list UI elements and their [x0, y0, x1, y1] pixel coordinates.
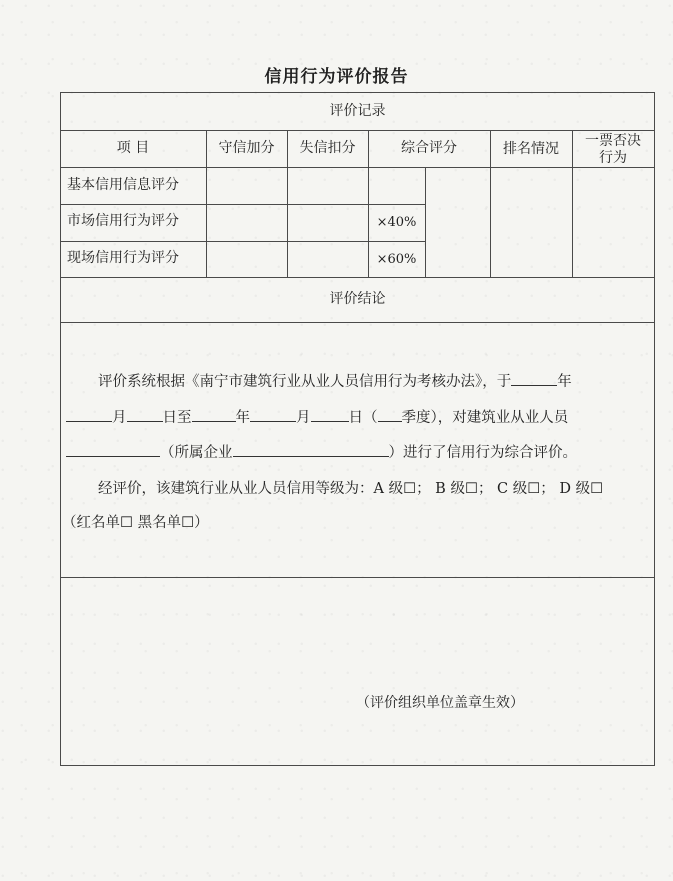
row-weight-site: ×60% [376, 252, 417, 267]
row2-divider [60, 241, 425, 242]
person-name-blank[interactable] [66, 444, 160, 457]
conclusion-divider [60, 322, 655, 323]
year-start-label: 年 [557, 374, 572, 390]
report-title: 信用行为评价报告 [264, 67, 409, 87]
paragraph-line-3 [66, 444, 577, 461]
paragraph-line-2 [66, 409, 568, 426]
stamp-note: （评价组织单位盖章生效） [356, 695, 524, 711]
table-body-bottom [60, 277, 655, 278]
grade-line: 经评价，该建筑行业从业人员信用等级为：A 级☐； B 级☐； C 级☐； D 级☐ [98, 481, 604, 497]
season-label: 季度），对建筑业从业人员 [401, 410, 569, 426]
row-label-basic: 基本信用信息评分 [67, 177, 179, 193]
day-to-label: 日至 [162, 410, 192, 426]
header-item: 项 目 [116, 140, 150, 156]
paragraph-line-1 [98, 373, 572, 390]
company-name-blank[interactable] [233, 444, 389, 457]
season-blank[interactable] [378, 409, 402, 422]
month-end-label: 月 [296, 410, 311, 426]
method-text: 评价系统根据《南宁市建筑行业从业人员信用行为考核办法》，于 [98, 374, 512, 390]
company-open-label: （所属企业 [160, 445, 233, 461]
table-border-top [60, 92, 655, 93]
header-composite: 综合评分 [401, 140, 457, 156]
year-end-label: 年 [235, 410, 250, 426]
header-minus: 失信扣分 [299, 140, 356, 156]
table-border-left [60, 92, 61, 766]
row-weight-market: ×40% [376, 215, 417, 230]
year-end-blank[interactable] [192, 409, 236, 422]
row-label-market: 市场信用行为评分 [67, 213, 179, 229]
list-line: （红名单☐ 黑名单☐） [62, 515, 209, 531]
col-divider-4 [425, 167, 426, 277]
header-veto-line2: 行为 [599, 150, 627, 166]
company-close-label: ）进行了信用行为综合评价。 [388, 445, 577, 461]
row-label-site: 现场信用行为评分 [67, 250, 179, 266]
day-end-label: 日（ [348, 410, 378, 426]
header-plus: 守信加分 [218, 140, 275, 156]
section-record-heading: 评价记录 [329, 103, 386, 119]
header-veto-line1: 一票否决 [585, 133, 641, 149]
section-conclusion-heading: 评价结论 [329, 291, 386, 307]
header-ranking: 排名情况 [503, 141, 559, 157]
day-start-blank[interactable] [127, 409, 163, 422]
month-end-blank[interactable] [250, 409, 296, 422]
conclusion-body-bottom [60, 577, 655, 578]
day-end-blank[interactable] [311, 409, 349, 422]
table-border-right [654, 92, 655, 766]
header-divider [60, 167, 655, 168]
row1-divider [60, 204, 425, 205]
table-border-bottom [60, 765, 655, 766]
month-start-label: 月 [112, 410, 127, 426]
record-divider [60, 130, 655, 131]
month-start-blank[interactable] [66, 409, 112, 422]
year-start-blank[interactable] [511, 373, 557, 386]
